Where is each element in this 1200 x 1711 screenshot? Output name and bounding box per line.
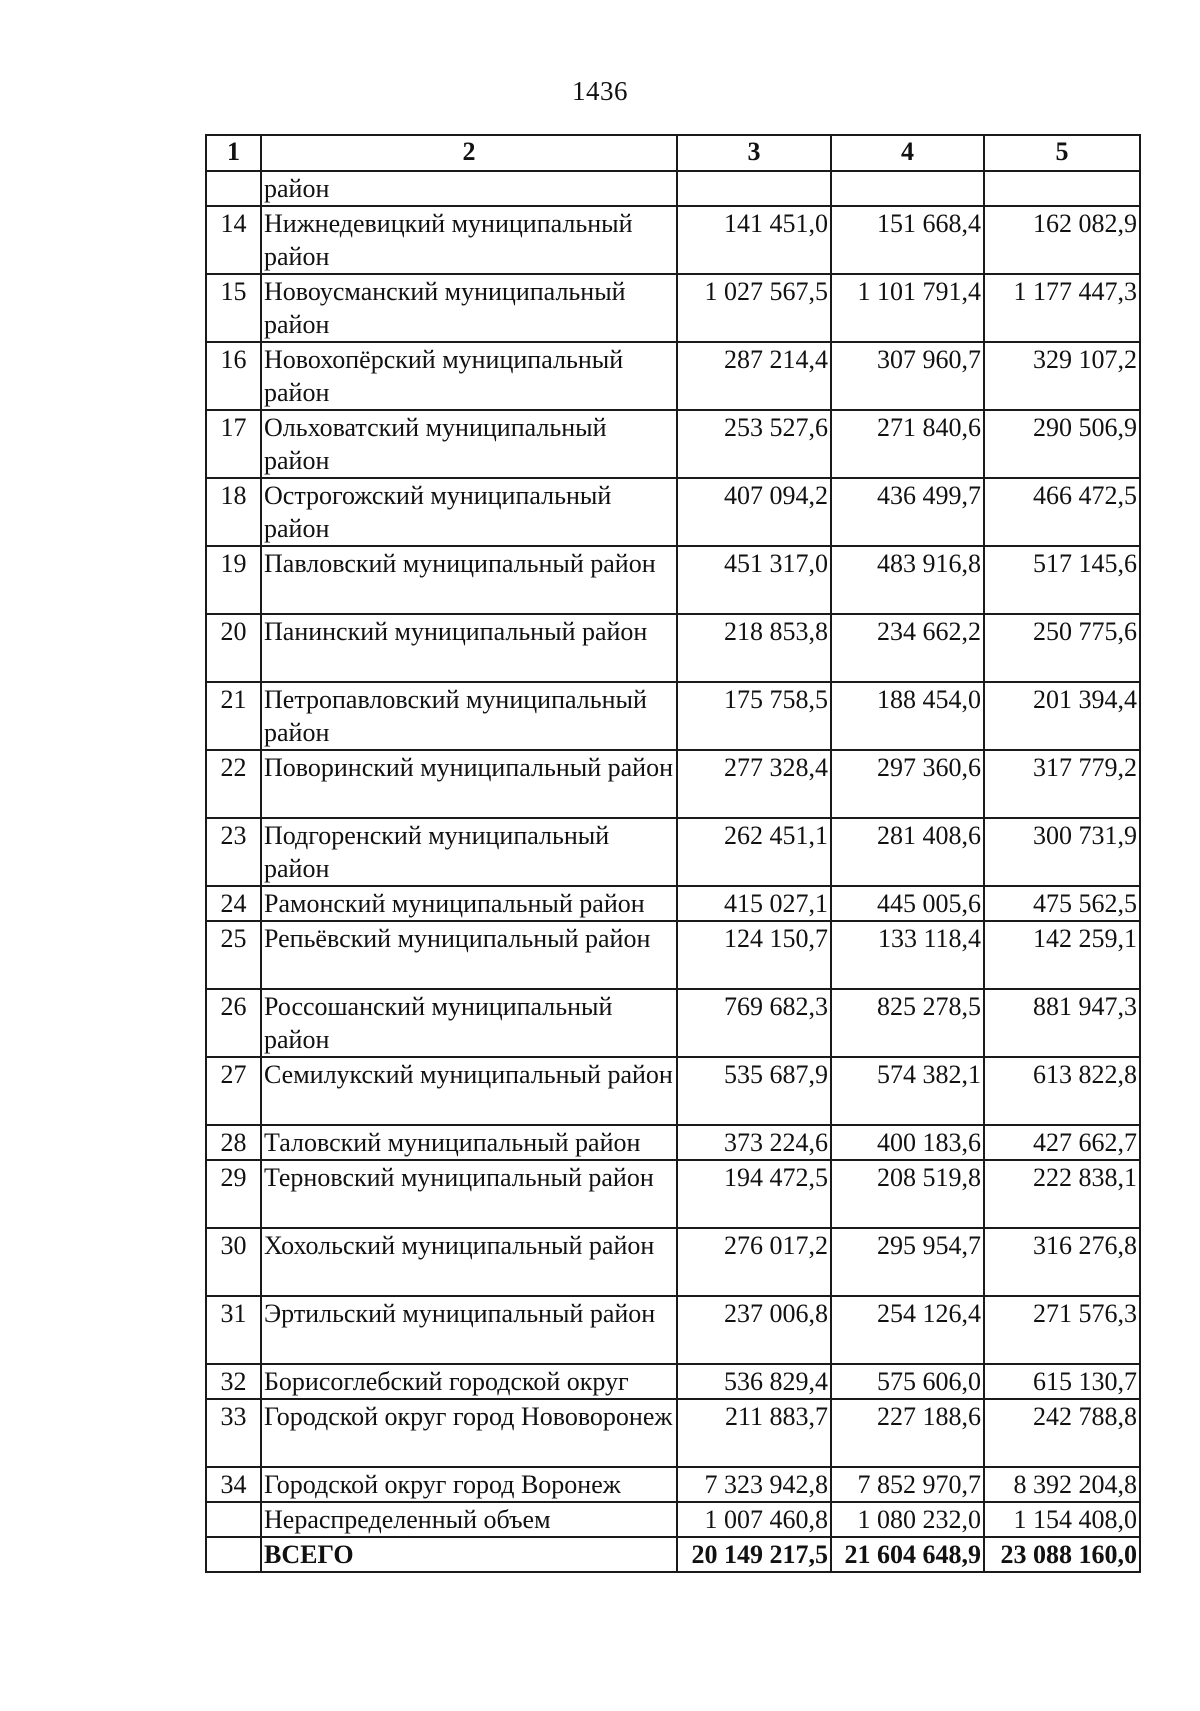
row-value-3: 536 829,4 (677, 1364, 831, 1399)
row-value-3: 211 883,7 (677, 1399, 831, 1467)
row-number: 29 (206, 1160, 261, 1228)
row-value-3: 175 758,5 (677, 682, 831, 750)
row-value-3: 373 224,6 (677, 1125, 831, 1160)
row-name: Поворинский муниципальный район (261, 750, 677, 818)
row-number: 17 (206, 410, 261, 478)
row-value-4: 1 080 232,0 (831, 1502, 984, 1537)
table-row (206, 1057, 1140, 1125)
row-value-5: 242 788,8 (984, 1399, 1140, 1467)
table-row (206, 1364, 1140, 1399)
header-col-2: 2 (261, 135, 677, 171)
row-value-4: 436 499,7 (831, 478, 984, 546)
table-row (206, 342, 1140, 410)
row-value-3: 276 017,2 (677, 1228, 831, 1296)
row-value-5: 201 394,4 (984, 682, 1140, 750)
row-value-3: 277 328,4 (677, 750, 831, 818)
row-value-4: 297 360,6 (831, 750, 984, 818)
header-col-1: 1 (206, 135, 261, 171)
row-name: район (261, 171, 677, 206)
row-value-4 (831, 171, 984, 206)
row-value-3: 124 150,7 (677, 921, 831, 989)
row-value-5: 613 822,8 (984, 1057, 1140, 1125)
row-value-5: 329 107,2 (984, 342, 1140, 410)
row-value-5: 290 506,9 (984, 410, 1140, 478)
total-value-5: 23 088 160,0 (984, 1537, 1140, 1572)
table-row (206, 274, 1140, 342)
table-row (206, 171, 1140, 206)
row-value-3: 287 214,4 (677, 342, 831, 410)
row-value-4: 133 118,4 (831, 921, 984, 989)
table-row (206, 206, 1140, 274)
row-number: 28 (206, 1125, 261, 1160)
table-row (206, 1399, 1140, 1467)
total-number (206, 1537, 261, 1572)
row-value-3: 1 007 460,8 (677, 1502, 831, 1537)
row-value-5: 475 562,5 (984, 886, 1140, 921)
table-row (206, 614, 1140, 682)
row-number: 24 (206, 886, 261, 921)
row-name: Петропавловский муниципальный район (261, 682, 677, 750)
row-name: Эртильский муниципальный район (261, 1296, 677, 1364)
row-value-5: 162 082,9 (984, 206, 1140, 274)
row-name: Панинский муниципальный район (261, 614, 677, 682)
row-value-4: 7 852 970,7 (831, 1467, 984, 1502)
row-value-5: 8 392 204,8 (984, 1467, 1140, 1502)
row-value-5: 466 472,5 (984, 478, 1140, 546)
row-value-3: 194 472,5 (677, 1160, 831, 1228)
row-value-4: 234 662,2 (831, 614, 984, 682)
row-name: Павловский муниципальный район (261, 546, 677, 614)
row-value-5: 222 838,1 (984, 1160, 1140, 1228)
row-number: 14 (206, 206, 261, 274)
row-value-5: 317 779,2 (984, 750, 1140, 818)
row-name: Россошанский муниципальный район (261, 989, 677, 1057)
row-value-4: 271 840,6 (831, 410, 984, 478)
row-number: 25 (206, 921, 261, 989)
row-number: 19 (206, 546, 261, 614)
row-value-3: 237 006,8 (677, 1296, 831, 1364)
table-row (206, 750, 1140, 818)
row-value-5 (984, 171, 1140, 206)
table-row (206, 1467, 1140, 1502)
row-value-5: 1 154 408,0 (984, 1502, 1140, 1537)
row-number: 33 (206, 1399, 261, 1467)
total-value-3: 20 149 217,5 (677, 1537, 831, 1572)
budget-table (205, 134, 1141, 1573)
row-value-5: 142 259,1 (984, 921, 1140, 989)
row-value-5: 300 731,9 (984, 818, 1140, 886)
row-number: 34 (206, 1467, 261, 1502)
header-row (206, 135, 1140, 171)
row-value-5: 271 576,3 (984, 1296, 1140, 1364)
row-number: 32 (206, 1364, 261, 1399)
header-col-4: 4 (831, 135, 984, 171)
row-value-4: 445 005,6 (831, 886, 984, 921)
row-number: 27 (206, 1057, 261, 1125)
row-name: Городской округ город Нововоронеж (261, 1399, 677, 1467)
table-row (206, 886, 1140, 921)
row-value-3: 7 323 942,8 (677, 1467, 831, 1502)
page-number: 1436 (572, 76, 628, 106)
row-number: 31 (206, 1296, 261, 1364)
row-number: 22 (206, 750, 261, 818)
row-name: Подгоренский муниципальный район (261, 818, 677, 886)
row-name: Семилукский муниципальный район (261, 1057, 677, 1125)
table-row (206, 1160, 1140, 1228)
table-row (206, 1502, 1140, 1537)
row-value-3: 253 527,6 (677, 410, 831, 478)
row-value-4: 295 954,7 (831, 1228, 984, 1296)
row-name: Репьёвский муниципальный район (261, 921, 677, 989)
row-value-3: 218 853,8 (677, 614, 831, 682)
row-value-4: 227 188,6 (831, 1399, 984, 1467)
row-name: Острогожский муниципальный район (261, 478, 677, 546)
row-value-3: 262 451,1 (677, 818, 831, 886)
row-value-4: 151 668,4 (831, 206, 984, 274)
row-value-3 (677, 171, 831, 206)
row-name: Нижнедевицкий муниципальный район (261, 206, 677, 274)
row-value-3: 769 682,3 (677, 989, 831, 1057)
row-value-4: 254 126,4 (831, 1296, 984, 1364)
header-col-3: 3 (677, 135, 831, 171)
row-number: 16 (206, 342, 261, 410)
total-label: ВСЕГО (261, 1537, 677, 1572)
row-number: 15 (206, 274, 261, 342)
row-value-4: 400 183,6 (831, 1125, 984, 1160)
table-row (206, 410, 1140, 478)
table-row (206, 1296, 1140, 1364)
row-name: Хохольский муниципальный район (261, 1228, 677, 1296)
row-value-4: 307 960,7 (831, 342, 984, 410)
table-row (206, 478, 1140, 546)
row-name: Городской округ город Воронеж (261, 1467, 677, 1502)
row-name: Борисоглебский городской округ (261, 1364, 677, 1399)
row-value-5: 615 130,7 (984, 1364, 1140, 1399)
row-value-4: 1 101 791,4 (831, 274, 984, 342)
row-value-4: 574 382,1 (831, 1057, 984, 1125)
row-number: 18 (206, 478, 261, 546)
row-value-4: 575 606,0 (831, 1364, 984, 1399)
table-row (206, 1228, 1140, 1296)
row-value-3: 407 094,2 (677, 478, 831, 546)
table-row (206, 546, 1140, 614)
table-row (206, 682, 1140, 750)
row-number: 30 (206, 1228, 261, 1296)
row-name: Таловский муниципальный район (261, 1125, 677, 1160)
row-value-4: 281 408,6 (831, 818, 984, 886)
row-value-5: 427 662,7 (984, 1125, 1140, 1160)
row-name: Новоусманский муниципальный район (261, 274, 677, 342)
table-row (206, 1125, 1140, 1160)
row-number: 21 (206, 682, 261, 750)
row-number: 26 (206, 989, 261, 1057)
row-value-5: 250 775,6 (984, 614, 1140, 682)
row-value-3: 415 027,1 (677, 886, 831, 921)
row-name: Нераспределенный объем (261, 1502, 677, 1537)
row-value-5: 517 145,6 (984, 546, 1140, 614)
row-number (206, 1502, 261, 1537)
row-value-5: 881 947,3 (984, 989, 1140, 1057)
table-row (206, 989, 1140, 1057)
header-col-5: 5 (984, 135, 1140, 171)
row-number: 23 (206, 818, 261, 886)
total-value-4: 21 604 648,9 (831, 1537, 984, 1572)
row-value-4: 483 916,8 (831, 546, 984, 614)
row-name: Новохопёрский муниципальный район (261, 342, 677, 410)
table-row (206, 921, 1140, 989)
row-value-5: 1 177 447,3 (984, 274, 1140, 342)
row-value-3: 535 687,9 (677, 1057, 831, 1125)
row-number (206, 171, 261, 206)
row-value-5: 316 276,8 (984, 1228, 1140, 1296)
row-value-3: 141 451,0 (677, 206, 831, 274)
row-number: 20 (206, 614, 261, 682)
row-name: Ольховатский муниципальный район (261, 410, 677, 478)
row-name: Рамонский муниципальный район (261, 886, 677, 921)
row-value-4: 188 454,0 (831, 682, 984, 750)
row-value-3: 451 317,0 (677, 546, 831, 614)
total-row (206, 1537, 1140, 1572)
row-value-4: 208 519,8 (831, 1160, 984, 1228)
table-row (206, 818, 1140, 886)
row-value-4: 825 278,5 (831, 989, 984, 1057)
row-value-3: 1 027 567,5 (677, 274, 831, 342)
row-name: Терновский муниципальный район (261, 1160, 677, 1228)
